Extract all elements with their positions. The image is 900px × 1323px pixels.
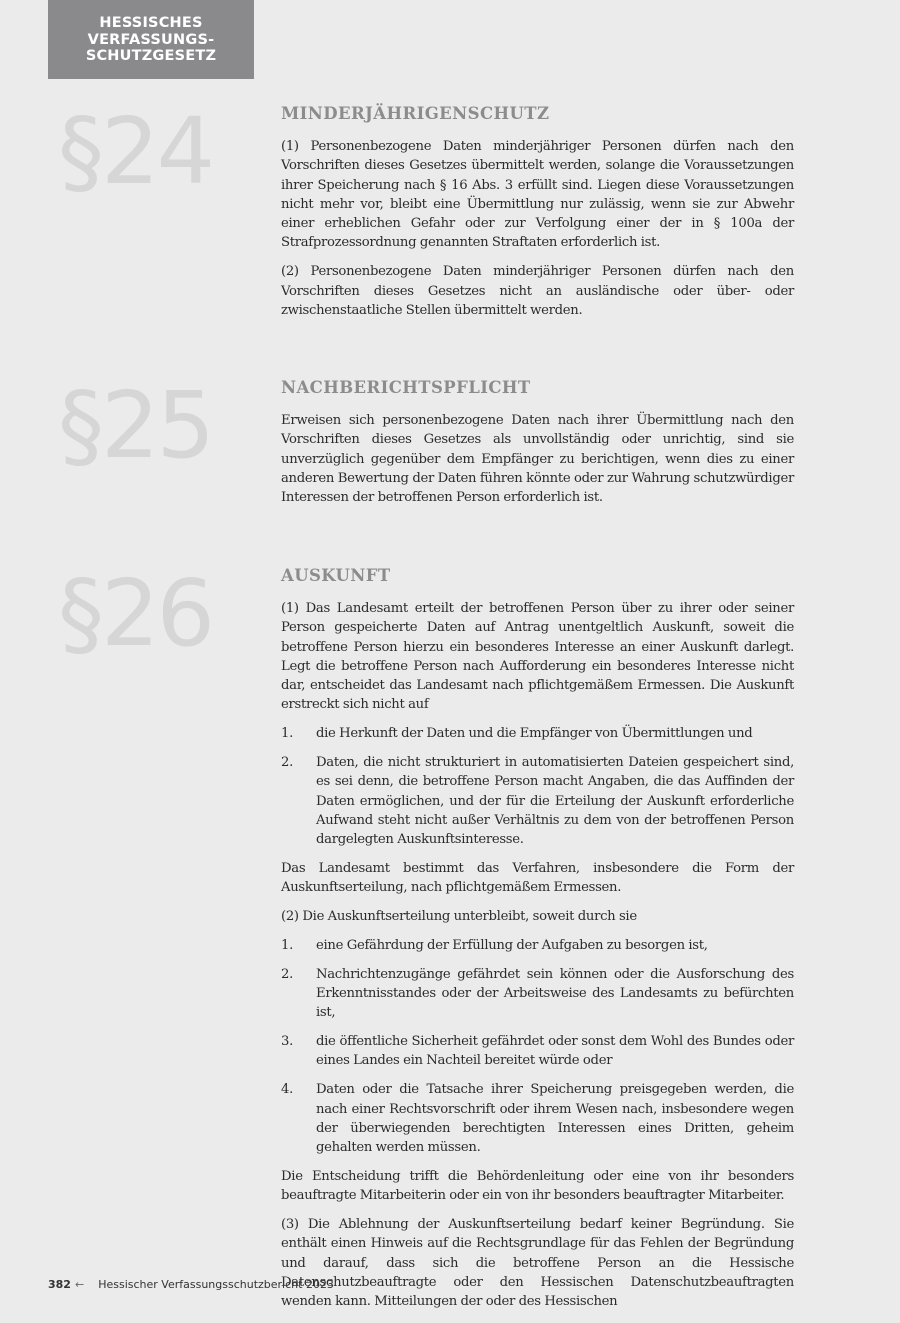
list-item (281, 1080, 794, 1157)
tag-line-2: VERFASSUNGS- (87, 31, 215, 48)
list-number: 2. (281, 966, 293, 982)
paragraph: (1) Personenbezogene Daten minderjähriger Personen dürfen nach den Vorschriften dieses Gesetzes übermittelt werden, solange die Voraussetzungen ihrer Speicherung nach § 16 Abs. 3 erfüllt sind. Liegen diese Voraussetzungen nicht mehr vor, bleibt eine Übermittlung nur zulässig, wenn sie zur Abwehr einer erheblichen Gefahr oder zur Verfolgung einer der in § 100a der Strafprozessordnung genannten Straftaten erforderlich ist. (281, 139, 794, 251)
section-title: NACHBERICHTSPFLICHT (281, 378, 531, 397)
list-text: Nachrichtenzugänge gefährdet sein können oder die Ausforschung des Erkenntnisstandes oder der Arbeitsweise des Landesamts zu befürchten ist, (316, 966, 794, 1021)
paragraph: Das Landesamt bestimmt das Verfahren, insbesondere die Form der Auskunftserteilung, nach pflichtgemäßem Ermessen. (281, 861, 794, 896)
section-number: §26 (58, 560, 213, 667)
paragraph: Die Entscheidung trifft die Behördenleitung oder eine von ihr besonders beauftragte Mitarbeiterin oder ein von ihr besonders beauftragter Mitarbeiter. (281, 1168, 794, 1204)
section-number: §25 (58, 372, 213, 479)
section-title: MINDERJÄHRIGENSCHUTZ (281, 104, 550, 123)
paragraph: (1) Das Landesamt erteilt der betroffenen Person über zu ihrer oder seiner Person gespeicherte Daten auf Antrag unentgeltlich Auskunft, soweit die betroffene Person hierzu ein besonderes Interesse an einer Auskunft darlegt. Legt die betroffene Person nach Aufforderung ein besonderes Interesse nicht dar, entscheidet das Landesamt nach pflichtgemäßem Ermessen. Die Auskunft erstreckt sich nicht auf (281, 601, 794, 713)
list-text: Daten oder die Tatsache ihrer Speicherung preisgegeben werden, die nach einer Rechtsvorschrift oder ihrem Wesen nach, insbesondere wegen der überwiegenden berechtigten Interessen eines Dritten, geheim gehalten werden müssen. (316, 1082, 794, 1156)
tag-line-3: SCHUTZGESETZ (85, 48, 217, 64)
back-arrow-icon[interactable]: ← (74, 1278, 85, 1291)
paragraph: (2) Die Auskunftserteilung unterbleibt, soweit durch sie (281, 909, 637, 925)
list-item (281, 1032, 794, 1071)
tag-line-1: HESSISCHES (99, 15, 203, 31)
list-number: 1. (281, 726, 293, 742)
list-text: die öffentliche Sicherheit gefährdet oder sonst dem Wohl des Bundes oder eines Landes ein Nachteil bereitet würde oder (316, 1034, 794, 1069)
list-item (281, 965, 794, 1023)
page-footer (48, 1278, 334, 1291)
footer-title: Hessischer Verfassungsschutzbericht 2023 (98, 1278, 334, 1291)
document-section-tag (48, 0, 254, 79)
paragraph: Erweisen sich personenbezogene Daten nach ihrer Übermittlung nach den Vorschriften dieses Gesetzes als unvollständig oder unrichtig, sind sie unverzüglich gegenüber dem Empfänger zu berichtigen, wenn dies zu einer anderen Bewertung der Daten führen könnte oder zur Wahrung schutzwürdiger Interessen der betroffenen Person erforderlich ist. (281, 413, 794, 506)
paragraph: (3) Die Ablehnung der Auskunftserteilung bedarf keiner Begründung. Sie enthält einen Hinweis auf die Rechtsgrundlage für das Fehlen der Begründung und darauf, dass sich die betroffene Person an die Hessische Datenschutzbeauftragte oder den Hessischen Datenschutzbeauftragten wenden kann. Mitteilungen der oder des Hessischen (281, 1217, 794, 1310)
list-number: 4. (281, 1082, 293, 1098)
paragraph: (2) Personenbezogene Daten minderjähriger Personen dürfen nach den Vorschriften dieses Gesetzes nicht an ausländische oder über- oder zwischenstaatliche Stellen übermittelt werden. (281, 264, 794, 318)
list-text: die Herkunft der Daten und die Empfänger von Übermittlungen und (316, 726, 753, 742)
list-text: eine Gefährdung der Erfüllung der Aufgaben zu besorgen ist, (316, 937, 708, 953)
list-number: 2. (281, 755, 293, 771)
list-item (281, 724, 794, 743)
list-item (281, 936, 794, 955)
list-text: Daten, die nicht strukturiert in automatisierten Dateien gespeichert sind, es sei denn, die betroffene Person macht Angaben, die das Auffinden der Daten ermöglichen, und der für die Erteilung der Auskunft erforderliche Aufwand steht nicht außer Verhältnis zu dem von der betroffenen Person dargelegten Auskunftsinteresse. (316, 755, 794, 848)
page-number: 382 (48, 1278, 71, 1291)
list-number: 3. (281, 1034, 293, 1050)
list-item (281, 753, 794, 849)
list-number: 1. (281, 937, 293, 953)
section-title: AUSKUNFT (281, 566, 391, 585)
section-number: §24 (58, 98, 213, 205)
